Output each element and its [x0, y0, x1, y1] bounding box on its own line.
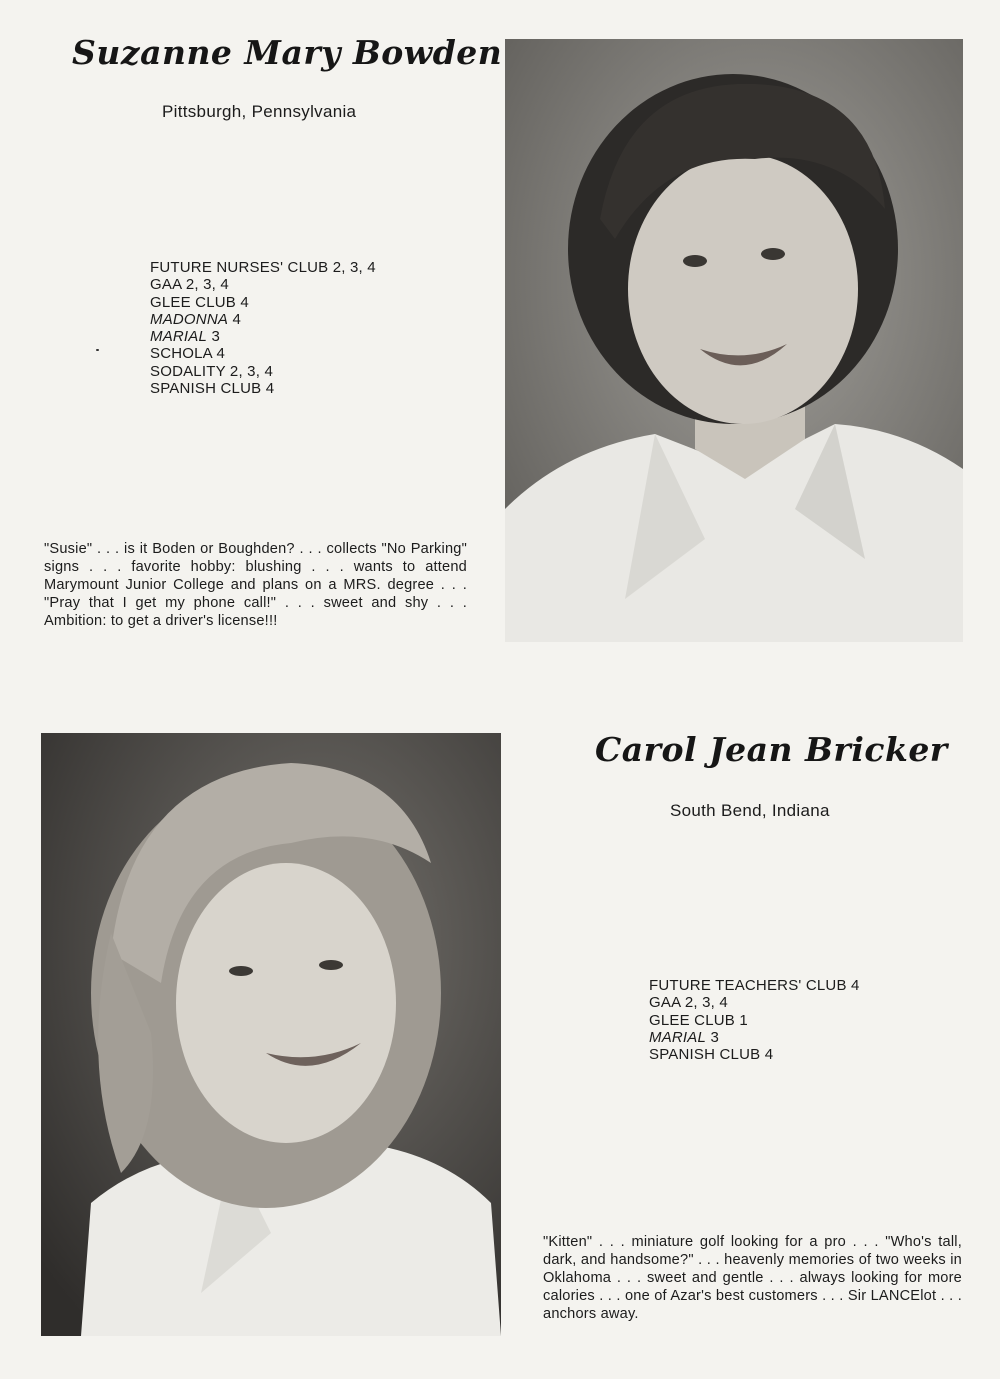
activity-item: GLEE CLUB 4 — [150, 293, 249, 311]
activity-item: SPANISH CLUB 4 — [150, 380, 275, 398]
student-name: Suzanne Mary Bowden — [72, 33, 503, 72]
student-bio: "Kitten" . . . miniature golf looking for a pro . . . "Who's tall, dark, and handsome?" . . . heavenly memories of two weeks in Oklahoma . . . sweet and gentle . . . always looking for more calories . . . one of Azar's best customers . . . Sir LANCElot . . . anchors away. — [543, 1234, 962, 1322]
portrait-photo — [505, 39, 963, 642]
student-name: Carol Jean Bricker — [595, 730, 948, 769]
activity-item: GLEE CLUB 1 — [649, 1011, 748, 1029]
activities-list — [150, 259, 376, 397]
portrait-photo — [41, 733, 501, 1336]
activity-item: MADONNA 4 — [150, 310, 241, 328]
activity-item: FUTURE TEACHERS' CLUB 4 — [649, 977, 860, 994]
activity-item: FUTURE NURSES' CLUB 2, 3, 4 — [150, 259, 376, 276]
activity-item: SPANISH CLUB 4 — [649, 1046, 774, 1064]
activity-item: SODALITY 2, 3, 4 — [150, 362, 274, 380]
activities-list — [649, 977, 860, 1063]
activity-item: MARIAL 3 — [649, 1028, 719, 1046]
activity-item: GAA 2, 3, 4 — [150, 276, 229, 294]
student-hometown: Pittsburgh, Pennsylvania — [162, 102, 357, 121]
student-hometown: South Bend, Indiana — [670, 801, 830, 820]
activity-item: MARIAL 3 — [150, 328, 220, 346]
student-bio: "Susie" . . . is it Boden or Boughden? . . . collects "No Parking" signs . . . favorite hobby: blushing . . . wants to attend Marymount Junior College and plans on a MRS. degree . . . "Pray that I get my phone call!" . . . sweet and shy . . . Ambition: to get a driver's license!!! — [44, 541, 467, 629]
print-speck — [96, 349, 99, 351]
activity-item: SCHOLA 4 — [150, 345, 225, 363]
activity-item: GAA 2, 3, 4 — [649, 994, 728, 1012]
